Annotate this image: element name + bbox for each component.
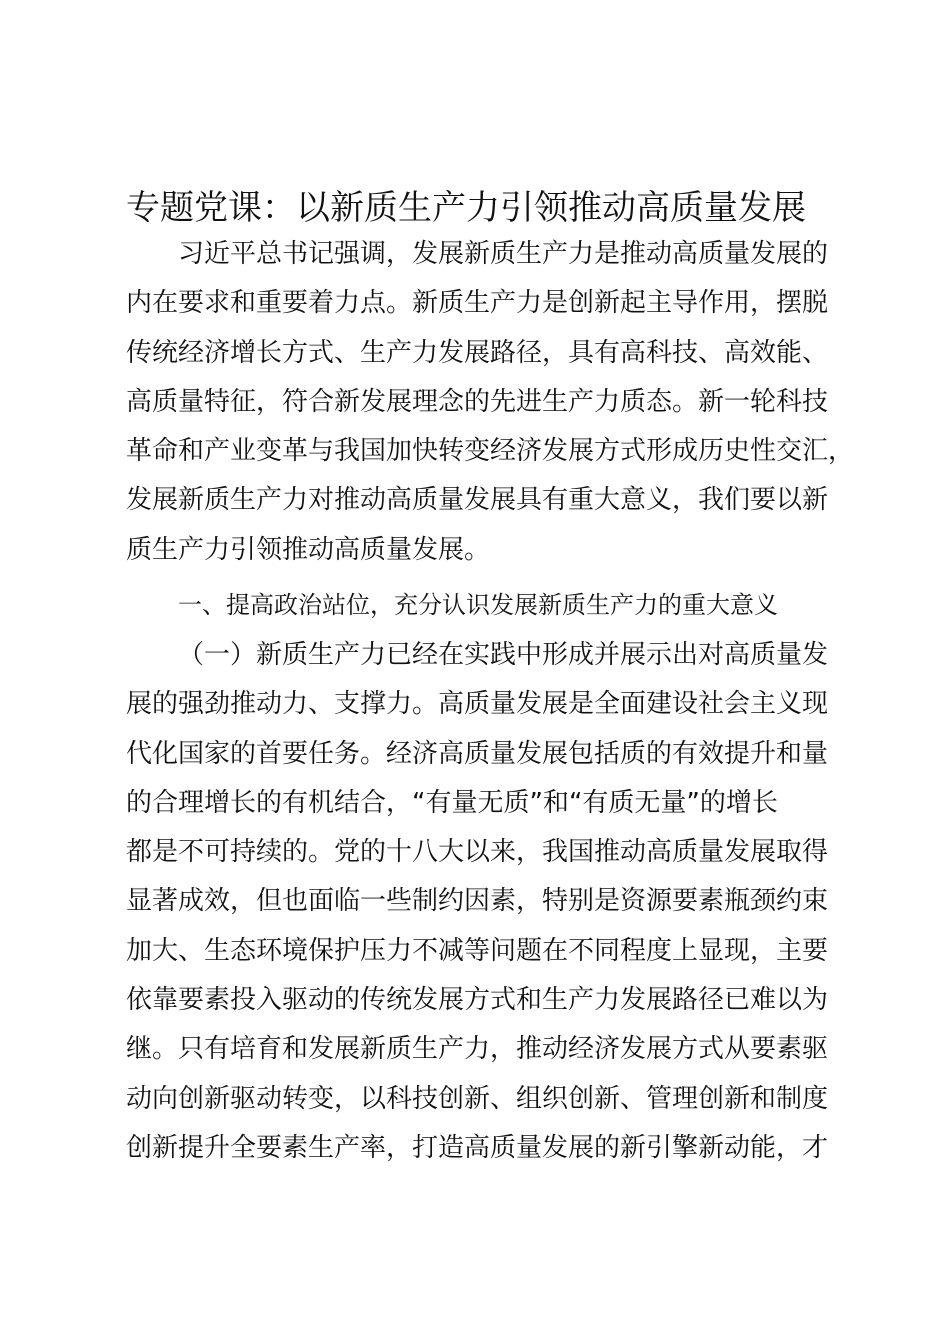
text-line: 依靠要素投入驱动的传统发展方式和生产力发展路径已难以为 <box>126 985 829 1016</box>
text-line: 革命和产业变革与我国加快转变经济发展方式形成历史性交汇， <box>126 436 855 467</box>
text-line: 创新提升全要素生产率，打造高质量发展的新引擎新动能，才 <box>126 1132 829 1163</box>
text-line: 内在要求和重要着力点。新质生产力是创新起主导作用，摆脱 <box>126 288 829 319</box>
text-line: 高质量特征，符合新发展理念的先进生产力质态。新一轮科技 <box>126 386 829 417</box>
text-line: 的合理增长的有机结合，“有量无质”和“有质无量”的增长 <box>126 787 778 818</box>
section-heading-text: 一、提高政治站位，充分认识发展新质生产力的重大意义 <box>178 591 778 619</box>
text-line: 显著成效，但也面临一些制约因素，特别是资源要素瓶颈约束 <box>126 886 829 917</box>
paragraph-section1-1 <box>126 631 846 1173</box>
text-line: 习近平总书记强调，发展新质生产力是推动高质量发展的 <box>178 239 829 269</box>
paragraph-intro <box>126 230 855 575</box>
text-line: 动向创新驱动转变，以科技创新、组织创新、管理创新和制度 <box>126 1083 829 1114</box>
section-heading-1 <box>126 581 846 630</box>
document-title: 专题党课：以新质生产力引领推动高质量发展 <box>126 188 806 228</box>
text-line: 传统经济增长方式、生产力发展路径，具有高科技、高效能、 <box>126 337 829 368</box>
text-line: （一）新质生产力已经在实践中形成并展示出对高质量发 <box>178 640 829 670</box>
text-line: 发展新质生产力对推动高质量发展具有重大意义，我们要以新 <box>126 485 829 516</box>
text-line: 质生产力引领推动高质量发展。 <box>126 534 491 565</box>
text-line: 展的强劲推动力、支撑力。高质量发展是全面建设社会主义现 <box>126 689 829 720</box>
text-line: 加大、生态环境保护压力不减等问题在不同程度上显现，主要 <box>126 935 829 966</box>
text-line: 都是不可持续的。党的十八大以来，我国推动高质量发展取得 <box>126 837 829 868</box>
text-line: 继。只有培育和发展新质生产力，推动经济发展方式从要素驱 <box>126 1034 829 1065</box>
text-line: 代化国家的首要任务。经济高质量发展包括质的有效提升和量 <box>126 738 829 769</box>
